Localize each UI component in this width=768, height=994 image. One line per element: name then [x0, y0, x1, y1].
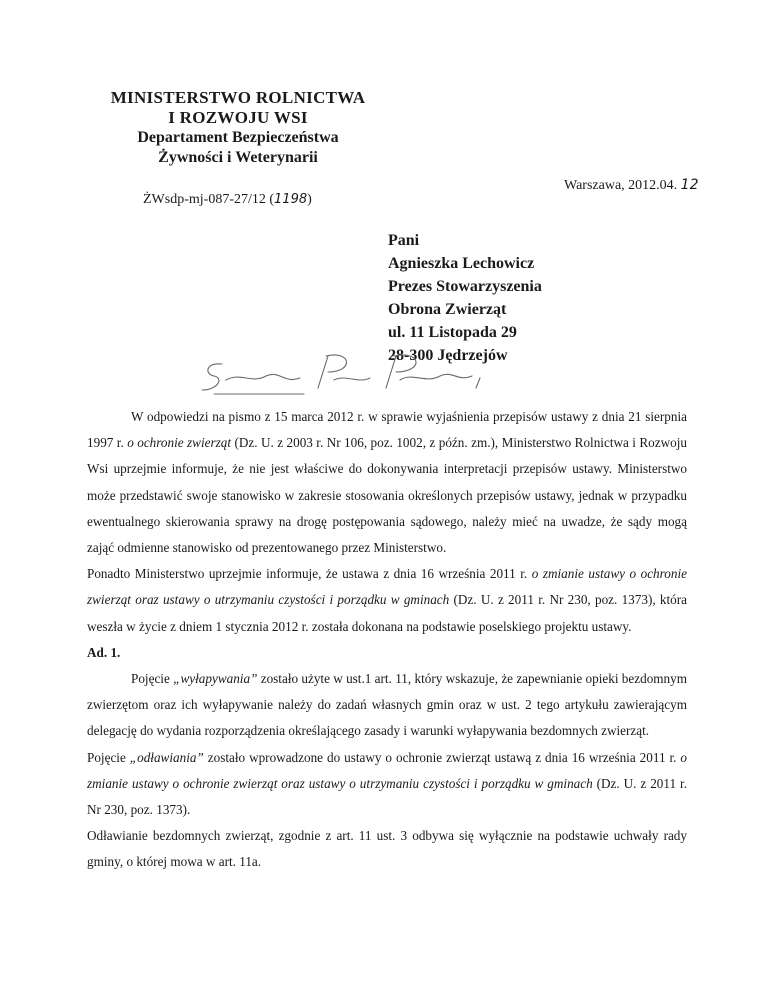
- p2-text-a: Ponadto Ministerstwo uprzejmie informuje, że ustawa z dnia 16 września 2011 r.: [87, 566, 532, 582]
- handwritten-salutation: [200, 350, 500, 400]
- recipient-line-1: Pani: [388, 232, 420, 249]
- p1-act-title: o ochronie zwierząt: [127, 435, 232, 451]
- paragraph-3: [87, 666, 687, 745]
- ministry-name-line2: I ROZWOJU WSI: [168, 108, 308, 127]
- p1-text-a: W odpowiedzi na pismo z 15 marca 2012 r. w sprawie wyjaśnienia przepisów ustawy z dnia 21 sierpnia 1997 r.: [87, 409, 687, 451]
- section-heading-ad1: Ad. 1.: [87, 644, 121, 660]
- recipient-line-5: ul. 11 Listopada 29: [388, 324, 517, 341]
- recipient-address: [388, 229, 542, 367]
- paragraph-1: [87, 404, 687, 561]
- paragraph-4: [87, 745, 687, 824]
- paragraph-5: Odławianie bezdomnych zwierząt, zgodnie z art. 11 ust. 3 odbywa się wyłącznie na podstawie uchwały rady gminy, o której mowa w art. 11a.: [87, 828, 687, 870]
- p4-text-b: zostało wprowadzone do ustawy o ochronie zwierząt ustawą z dnia 16 września 2011 r.: [203, 749, 681, 765]
- p3-text-b: zostało użyte w ust.1 art. 11, który wskazuje, że zapewnianie opieki bezdomnym zwierzętom oraz ich wyłapywanie należy do zadań własnych gmin oraz w ust. 2 tego artykułu zawierającym delegację do wydania rozporządzenia określającego zasady i warunki wyłapywania bezdomnych zwierząt.: [87, 671, 688, 739]
- paragraph-2: [87, 561, 687, 640]
- p2-act-title: o zmianie ustawy o ochronie zwierząt oraz ustawy o utrzymaniu czystości i porządku w gminach: [87, 566, 687, 608]
- p4-act-title: o zmianie ustawy o ochronie zwierząt oraz ustawy o utrzymaniu czystości i porządku w gminach: [87, 749, 687, 791]
- date-line: [564, 177, 699, 194]
- p4-term: „odławiania”: [129, 749, 204, 765]
- letterhead: [88, 88, 388, 168]
- recipient-line-6: 28-300 Jędrzejów: [388, 347, 508, 364]
- reference-number: [143, 192, 312, 208]
- p4-text-c: (Dz. U. z 2011 r. Nr 230, poz. 1373).: [87, 775, 687, 818]
- p4-text-a: Pojęcie: [87, 749, 130, 765]
- p1-text-b: (Dz. U. z 2003 r. Nr 106, poz. 1002, z późn. zm.), Ministerstwo Rolnictwa i Rozwoju Wsi uprzejmie informuje, że nie jest właściwe do dokonywania interpretacji przepisów ustawy. Ministerstwo może przedstawić swoje stanowisko w zakresie stosowania określonych przepisów ustawy, jednak w przypadku ewentualnego skierowania sprawy na drogę postępowania sądowego, należy mieć na uwadze, że sądy mogą zająć odmienne stanowisko od prezentowanego przez Ministerstwo.: [87, 435, 688, 556]
- p3-term: „wyłapywania”: [173, 671, 258, 687]
- department-name-line1: Departament Bezpieczeństwa: [137, 129, 339, 146]
- department-name-line2: Żywności i Weterynarii: [158, 149, 318, 166]
- recipient-line-2: Agnieszka Lechowicz: [388, 255, 535, 272]
- recipient-line-3: Prezes Stowarzyszenia: [388, 278, 542, 295]
- date-printed: Warszawa, 2012.04.: [564, 178, 678, 193]
- letter-body: [87, 404, 687, 876]
- reference-number-handwritten: 1198: [274, 192, 308, 207]
- ministry-name-line1: MINISTERSTWO ROLNICTWA: [110, 88, 366, 107]
- p3-text-a: Pojęcie: [131, 671, 174, 687]
- reference-number-printed: ŻWsdp-mj-087-27/12 (: [143, 192, 275, 207]
- recipient-line-4: Obrona Zwierząt: [388, 301, 507, 318]
- reference-number-close: ): [307, 192, 312, 207]
- date-handwritten-day: 12: [680, 177, 699, 193]
- p2-text-b: (Dz. U. z 2011 r. Nr 230, poz. 1373), która weszła w życie z dniem 1 stycznia 2012 r. została dokonana na podstawie poselskiego projektu ustawy.: [87, 592, 688, 634]
